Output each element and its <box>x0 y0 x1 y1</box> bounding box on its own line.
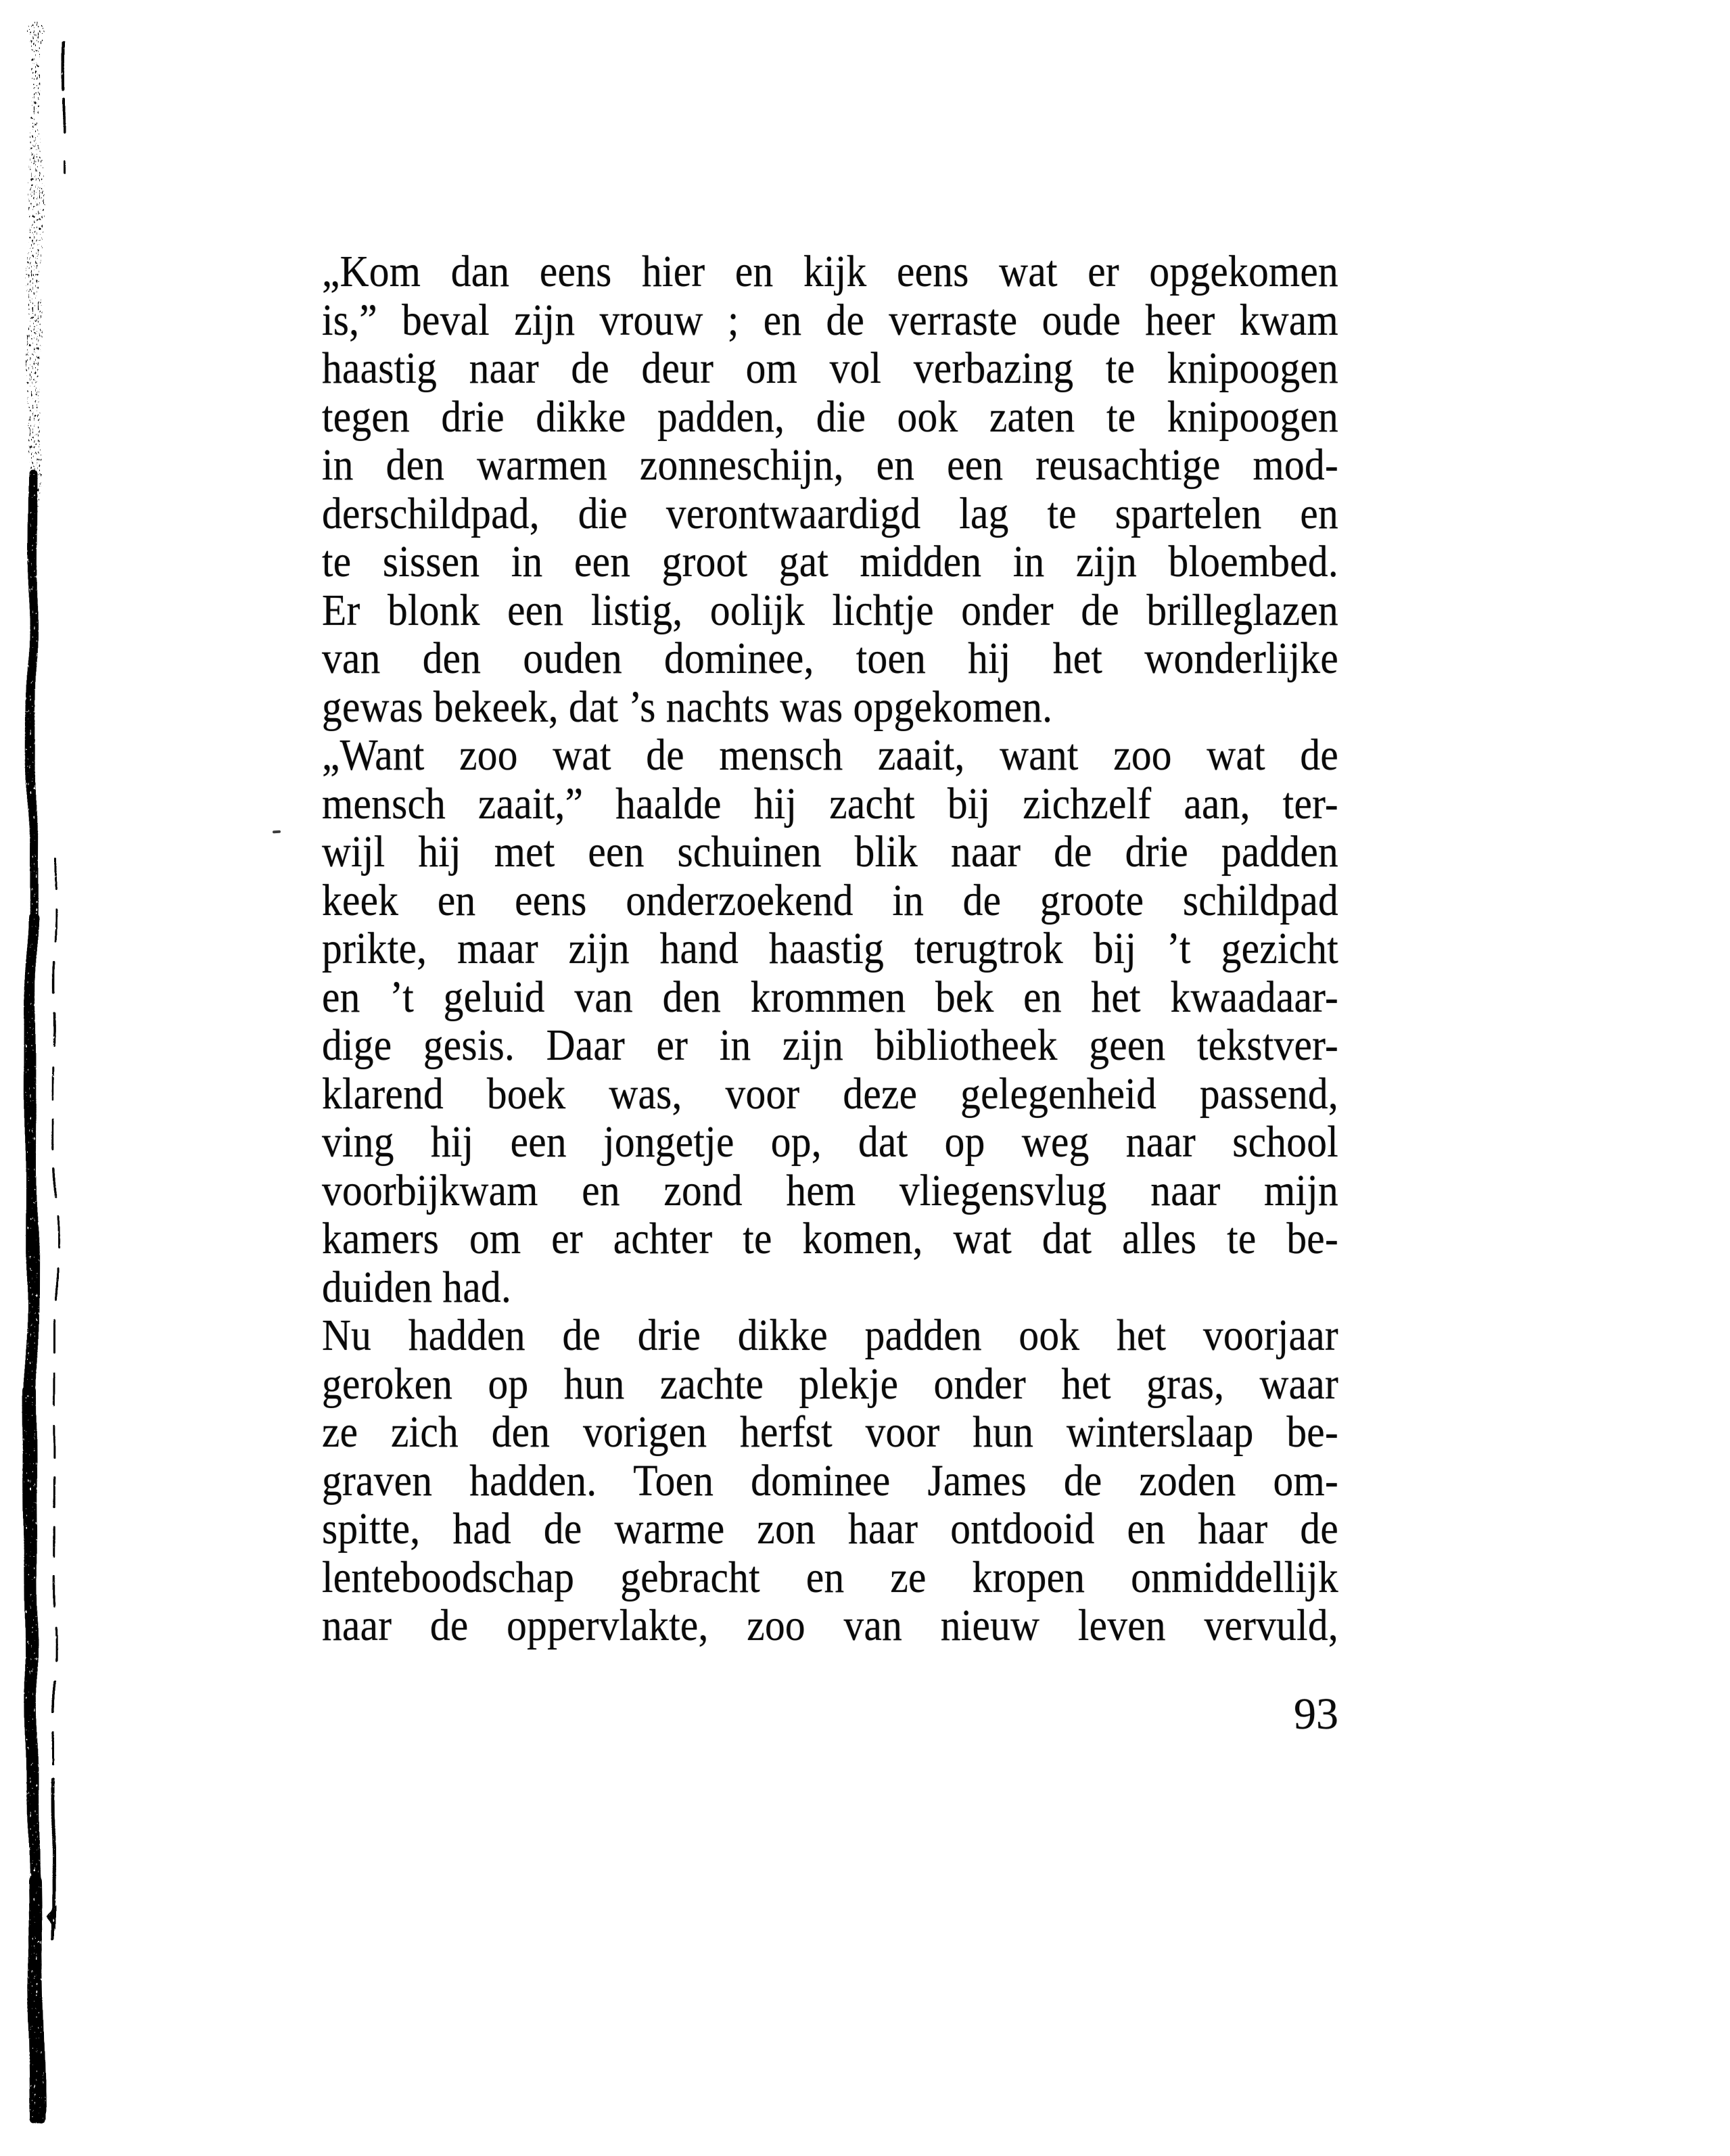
text-line: lenteboodschap gebracht en ze kropen onmiddellijk <box>322 1552 1338 1602</box>
text-line: in den warmen zonneschijn, en een reusachtige mod- <box>322 440 1338 490</box>
page-number: 93 <box>1294 1689 1338 1739</box>
body-text <box>322 248 1338 1650</box>
text-line: „Want zoo wat de mensch zaait, want zoo wat de <box>322 730 1338 780</box>
text-line: „Kom dan eens hier en kijk eens wat er opgekomen <box>322 247 1338 296</box>
text-line: tegen drie dikke padden, die ook zaten te knipoogen <box>322 392 1338 442</box>
text-line: Er blonk een listig, oolijk lichtje onder de brilleglazen <box>322 585 1338 635</box>
text-line: mensch zaait,” haalde hij zacht bij zichzelf aan, ter- <box>322 778 1338 828</box>
text-line: naar de oppervlakte, zoo van nieuw leven vervuld, <box>322 1601 1338 1650</box>
text-line: prikte, maar zijn hand haastig terugtrok bij ’t gezicht <box>322 924 1338 973</box>
ink-speck <box>273 830 281 834</box>
text-line: kamers om er achter te komen, wat dat alles te be- <box>322 1214 1338 1263</box>
text-line: en ’t geluid van den krommen bek en het kwaadaar- <box>322 972 1338 1022</box>
text-line: keek en eens onderzoekend in de groote schildpad <box>322 875 1338 925</box>
text-line: te sissen in een groot gat midden in zijn bloembed. <box>322 537 1338 586</box>
text-line: geroken op hun zachte plekje onder het gras, waar <box>322 1359 1338 1409</box>
text-line: van den ouden dominee, toen hij het wonderlijke <box>322 634 1338 683</box>
text-line: duiden had. <box>322 1262 512 1312</box>
text-line: graven hadden. Toen dominee James de zoden om- <box>322 1455 1338 1505</box>
text-line: is,” beval zijn vrouw ; en de verraste oude heer kwam <box>322 295 1338 345</box>
text-line: wijl hij met een schuinen blik naar de drie padden <box>322 827 1338 876</box>
text-line: gewas bekeek, dat ’s nachts was opgekomen. <box>322 682 1053 732</box>
text-line: klarend boek was, voor deze gelegenheid passend, <box>322 1069 1338 1119</box>
text-line: derschildpad, die verontwaardigd lag te spartelen en <box>322 488 1338 538</box>
text-line: ving hij een jongetje op, dat op weg naar school <box>322 1117 1338 1167</box>
text-line: dige gesis. Daar er in zijn bibliotheek geen tekstver- <box>322 1021 1338 1070</box>
scan-ink-smudge <box>0 0 149 2156</box>
text-line: spitte, had de warme zon haar ontdooid en haar de <box>322 1504 1338 1553</box>
text-line: Nu hadden de drie dikke padden ook het voorjaar <box>322 1311 1338 1360</box>
text-line: ze zich den vorigen herfst voor hun winterslaap be- <box>322 1407 1338 1457</box>
text-line: voorbijkwam en zond hem vliegensvlug naar mijn <box>322 1165 1338 1215</box>
text-line: haastig naar de deur om vol verbazing te knipoogen <box>322 344 1338 393</box>
